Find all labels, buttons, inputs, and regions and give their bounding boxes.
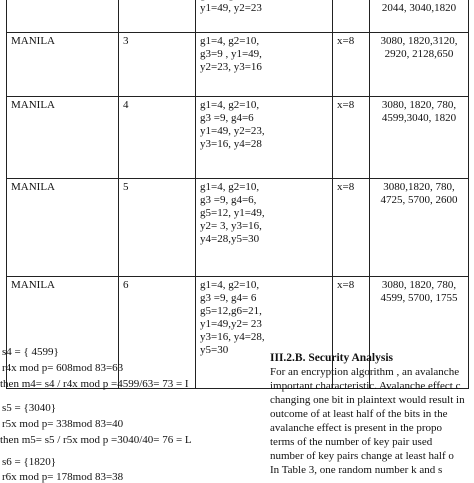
key-pair-line: g5=12, y1=49, [200,207,265,219]
r6-line: r6x mod p= 178mod 83=38 [2,471,124,483]
pair-count-cell: 5 [119,179,196,277]
pair-count-cell [119,0,196,33]
ciphertext-cell [370,0,469,33]
ciphertext-line: 3080, 1820, 780, [381,99,457,111]
paragraph-line: changing one bit in plaintext would result in [270,394,465,406]
key-pair-line: g3=9 , y1=49, [200,48,262,60]
private-key-cell: x=8 [333,33,370,97]
key-pairs-cell [196,97,333,179]
s4-line: s4 = { 4599} [2,346,59,358]
key-pair-line: y1=49,y2= 23 [200,318,262,330]
pair-count-cell: 3 [119,33,196,97]
key-pairs-cell [196,0,333,33]
key-pair-line: y1=49, y2=23 [200,2,262,14]
ciphertext-line: 4599,3040, 1820 [381,112,457,124]
ciphertext-line: 3080, 1820, 780, [381,279,457,291]
pair-count-cell: 4 [119,97,196,179]
key-pairs-cell [196,33,333,97]
ciphertext-line: 3080,1820, 780, [383,181,455,193]
key-pair-line: g1=4, g2=10, [200,99,260,111]
ciphertext-line: 4599, 5700, 1755 [380,292,458,304]
key-pair-line: g3 =9, g4=6 [200,112,254,124]
ciphertext-line: 4725, 5700, 2600 [380,194,458,206]
paragraph-line: important characteristic. Avalanche effect c [270,380,461,392]
key-pair-line: g1=4, g2=10, [200,35,260,47]
private-key-cell [333,0,370,33]
paragraph-line: number of key pairs change at least half o [270,450,454,462]
ciphertext-line: 2920, 2128,650 [384,48,454,60]
table-row [7,33,469,97]
key-pair-line: g1=4, g2=10, [200,181,260,193]
key-pair-line: g3 =9, g4=6, [200,194,257,206]
ciphertext-cell [370,179,469,277]
table-row [7,179,469,277]
body-text [0,344,474,483]
m5-line: then m5= s5 / r5x mod p =3040/40= 76 = L [0,434,192,446]
section-heading: III.2.B. Security Analysis [270,352,394,364]
city-cell: MANILA [7,277,119,389]
city-cell: MANILA [7,179,119,277]
key-pair-line: y5=30 [200,344,229,356]
private-key-cell: x=8 [333,97,370,179]
ciphertext-line: 2044, 3040,1820 [381,2,457,14]
key-pair-line: y2=23, y3=16 [200,61,262,73]
key-pairs-cell [196,179,333,277]
key-pair-line: y3=16, y4=28, [200,331,265,343]
table-row [7,0,469,33]
city-cell [7,0,119,33]
r5-line: r5x mod p= 338mod 83=40 [2,418,124,430]
paragraph-line: For an encryption algorithm , an avalanche [270,366,460,378]
table-row [7,97,469,179]
key-pair-line: g1=4, g2=10, [200,279,260,291]
s6-line: s6 = {1820} [2,456,57,468]
key-pair-line: y2= 3, y3=16, [200,220,262,232]
paragraph-line: terms of the number of key pair used [270,436,433,448]
s5-line: s5 = {3040} [2,402,57,414]
key-pair-line: g5=12,g6=21, [200,305,262,317]
ciphertext-line: 3080, 1820,3120, [380,35,458,47]
paragraph-line: avalanche effect is present in the propo [270,422,443,434]
city-cell: MANILA [7,97,119,179]
private-key-cell: x=8 [333,179,370,277]
m4-line: then m4= s4 / r4x mod p =4599/63= 73 = I [0,378,189,390]
paragraph-line: In Table 3, one random number k and s [270,464,443,476]
paragraph-line: outcome of at least half of the bits in the [270,408,448,420]
key-pair-line: g3 =9, g4= 6 [200,292,257,304]
city-cell: MANILA [7,33,119,97]
results-table [6,0,469,389]
key-pair-line: y4=28,y5=30 [200,233,260,245]
ciphertext-cell [370,33,469,97]
pair-count-cell: 6 [119,277,196,389]
ciphertext-cell [370,97,469,179]
r4-line: r4x mod p= 608mod 83=63 [2,362,124,374]
key-pair-line: y1=49, y2=23, [200,125,265,137]
private-key-cell: x=8 [333,277,370,389]
key-pair-line: y3=16, y4=28 [200,138,262,150]
